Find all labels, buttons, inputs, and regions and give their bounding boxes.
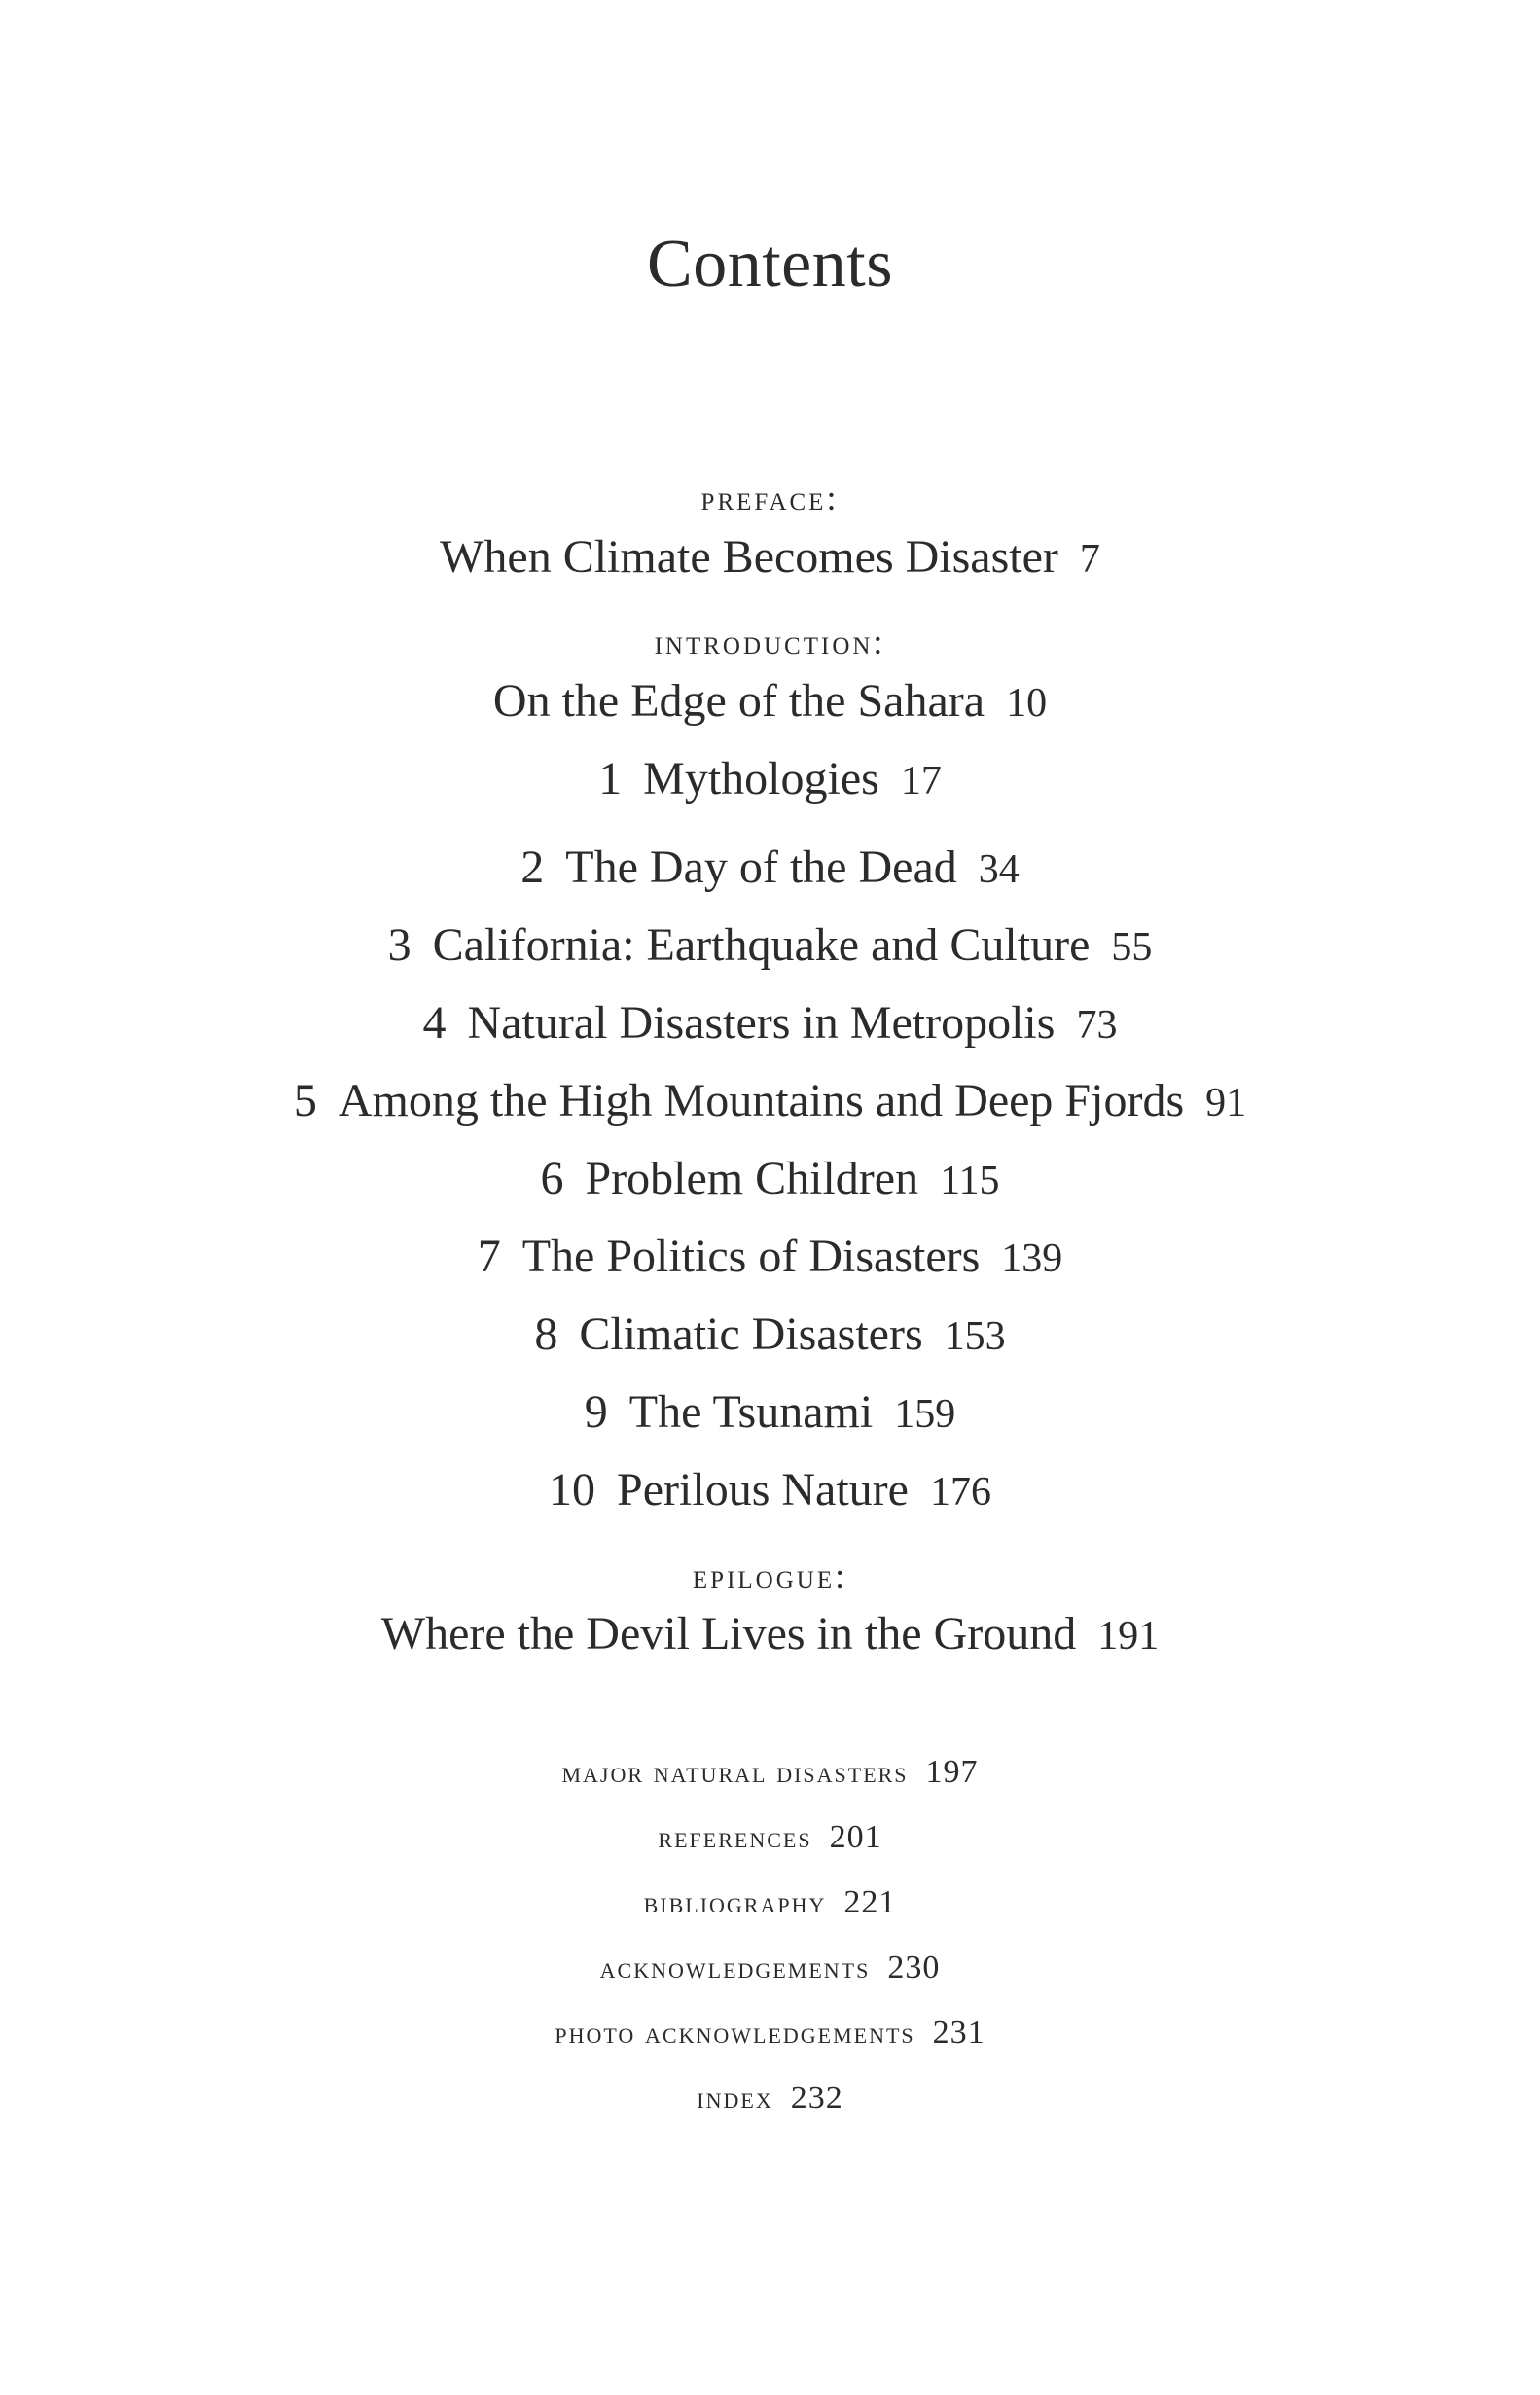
chapter-number: 9 [584,1386,608,1438]
entry-title: major natural disasters [561,1755,909,1789]
preface-label: preface: [700,479,840,518]
entry-title: The Day of the Dead [565,841,957,893]
chapter-number: 2 [520,841,545,893]
entry-page: 17 [900,759,942,804]
epilogue-label: epilogue: [692,1556,848,1595]
toc-entry-chapter-2 [0,839,1540,899]
entry-title: Perilous Nature [617,1464,909,1516]
entry-page: 73 [1076,1003,1118,1048]
entry-page: 230 [887,1949,941,1985]
entry-page: 231 [932,2015,985,2051]
entry-page: 221 [843,1884,897,1920]
toc-entry-chapter-7 [0,1228,1540,1288]
entry-title: bibliography [643,1885,827,1919]
entry-title: Natural Disasters in Metropolis [467,997,1056,1049]
chapter-number: 4 [422,997,447,1049]
entry-title: The Tsunami [628,1386,874,1438]
entry-page: 91 [1205,1081,1247,1126]
chapter-number: 5 [293,1075,317,1126]
toc-entry-chapter-1 [0,750,1540,810]
toc-entry-introduction [0,672,1540,733]
entry-page: 7 [1079,537,1100,582]
entry-page: 191 [1097,1614,1160,1659]
toc-entry-chapter-10 [0,1461,1540,1521]
chapter-number: 6 [540,1153,564,1204]
entry-page: 115 [940,1159,1000,1203]
entry-title: Where the Devil Lives in the Ground [380,1608,1077,1660]
page-title: Contents [647,227,893,302]
entry-page: 201 [829,1819,882,1855]
toc-entry-chapter-9 [0,1383,1540,1444]
toc-entry-chapter-4 [0,994,1540,1055]
entry-page: 153 [944,1314,1006,1359]
entry-page: 197 [925,1754,979,1790]
entry-page: 55 [1111,925,1153,970]
toc-entry-chapter-3 [0,916,1540,977]
entry-title: Mythologies [643,753,879,804]
toc-entry-index [0,2079,1540,2118]
introduction-label: introduction: [654,623,886,661]
toc-entry-chapter-5 [0,1072,1540,1132]
entry-page: 159 [894,1392,956,1437]
entry-title: acknowledgements [599,1950,871,1984]
chapter-number: 7 [477,1231,501,1282]
toc-entry-photo-acknowledgements [0,2014,1540,2053]
toc-entry-acknowledgements [0,1948,1540,1987]
toc-entry-epilogue [0,1605,1540,1665]
entry-title: The Politics of Disasters [521,1231,981,1282]
entry-title: Problem Children [585,1153,919,1204]
chapter-number: 3 [387,919,412,971]
entry-title: When Climate Becomes Disaster [440,531,1058,583]
chapter-number: 10 [549,1464,596,1516]
entry-page: 34 [978,847,1020,892]
entry-page: 176 [929,1470,991,1515]
toc-entry-chapter-6 [0,1150,1540,1210]
toc-entry-bibliography [0,1883,1540,1922]
entry-title: index [697,2081,773,2115]
entry-page: 232 [790,2080,843,2116]
entry-title: California: Earthquake and Culture [432,919,1091,971]
toc-entry-references [0,1818,1540,1857]
chapter-number: 8 [534,1308,558,1360]
entry-title: references [658,1820,812,1854]
entry-page: 10 [1006,681,1048,726]
entry-title: photo acknowledgements [555,2016,915,2050]
toc-entry-major-natural-disasters [0,1753,1540,1792]
toc-entry-preface [0,528,1540,589]
chapter-number: 1 [598,753,623,804]
entry-title: Climatic Disasters [579,1308,923,1360]
entry-title: Among the High Mountains and Deep Fjords [338,1075,1185,1126]
toc-entry-chapter-8 [0,1305,1540,1366]
entry-title: On the Edge of the Sahara [492,675,985,727]
entry-page: 139 [1001,1236,1063,1281]
